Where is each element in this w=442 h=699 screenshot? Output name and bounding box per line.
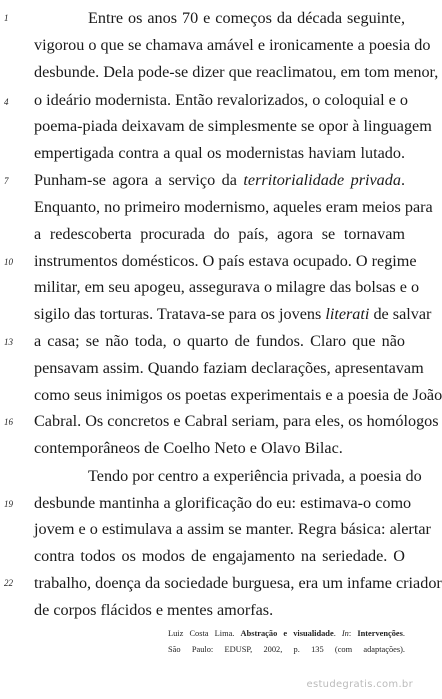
line-number-16: 16: [4, 417, 13, 427]
citation-in: In: [341, 629, 349, 638]
text-line-22: trabalho, doença da sociedade burguesa, era um infame criador: [34, 574, 442, 592]
text-line-7: [34, 168, 405, 192]
line-number-7: 7: [4, 176, 9, 186]
line-number-1: 1: [4, 13, 9, 23]
text-line-14: pensavam assim. Quando faziam declarações, apresentavam: [34, 359, 424, 377]
text-line-6: empertigada contra a qual os modernistas haviam lutado.: [34, 144, 405, 162]
text-line-4: o ideário modernista. Então revalorizados, o coloquial e o: [34, 91, 408, 109]
source-citation-line-2: São Paulo: EDUSP, 2002, p. 135 (com adaptações).: [168, 645, 405, 654]
text-line-20: jovem e o estimulava a assim se manter. Regra básica: alertar: [34, 520, 431, 538]
text-line-19: desbunde mantinha a glorificação do eu: estimava-o como: [34, 494, 412, 512]
line-number-19: 19: [4, 499, 13, 509]
text-line-21: contra todos os modos de engajamento na seriedade. O: [34, 547, 405, 565]
text-line-17: contemporâneos de Coelho Neto e Olavo Bilac.: [34, 439, 343, 457]
text-line-15: como seus inimigos os poetas experimentais e a poesia de João: [34, 386, 442, 404]
text-line-23: de corpos flácidos e mentes amorfas.: [34, 601, 274, 619]
emphasis-text: territorialidade privada: [243, 171, 401, 189]
text-line-11: militar, em seu apogeu, assegurava o milagre das bolsas e o: [34, 278, 420, 296]
text-line-18: Tendo por centro a experiência privada, a poesia do: [88, 467, 422, 485]
line-number-22: 22: [4, 578, 13, 588]
text-line-16: Cabral. Os concretos e Cabral seriam, para eles, os homólogos: [34, 412, 439, 430]
source-citation-line-1: [168, 626, 405, 642]
text-line-13: a casa; se não toda, o quarto de fundos. Claro que não: [34, 332, 405, 350]
text-segment: .: [400, 171, 406, 189]
line-number-13: 13: [4, 337, 13, 347]
text-line-12: [34, 302, 432, 326]
emphasis-text: literati: [325, 305, 370, 323]
text-line-10: instrumentos domésticos. O país estava ocupado. O regime: [34, 252, 417, 270]
line-number-4: 4: [4, 97, 9, 107]
citation-separator: .: [333, 629, 342, 638]
text-line-5: poema-piada deixavam de simplesmente se opor à linguagem: [34, 117, 432, 135]
text-segment: Punham-se agora a serviço da: [34, 171, 244, 189]
text-line-9: a redescoberta procurada do país, agora se tornavam: [34, 225, 405, 243]
text-segment: sigilo das torturas. Tratava-se para os jovens: [34, 305, 326, 323]
citation-author: Luiz Costa Lima.: [168, 629, 241, 638]
watermark: estudegratis.com.br: [306, 679, 413, 690]
text-line-1: Entre os anos 70 e começos da década seguinte,: [88, 9, 405, 27]
citation-colon: :: [348, 629, 358, 638]
citation-book: Intervenções: [357, 629, 403, 638]
text-line-2: vigorou o que se chamava amável e ironicamente a poesia do: [34, 36, 431, 54]
text-line-8: Enquanto, no primeiro modernismo, aqueles eram meios para: [34, 198, 433, 216]
citation-end: .: [402, 629, 405, 638]
text-segment: de salvar: [369, 305, 432, 323]
text-line-3: desbunde. Dela pode-se dizer que reaclimatou, em tom menor,: [34, 63, 439, 81]
line-number-10: 10: [4, 257, 13, 267]
citation-work: Abstração e visualidade: [240, 629, 334, 638]
